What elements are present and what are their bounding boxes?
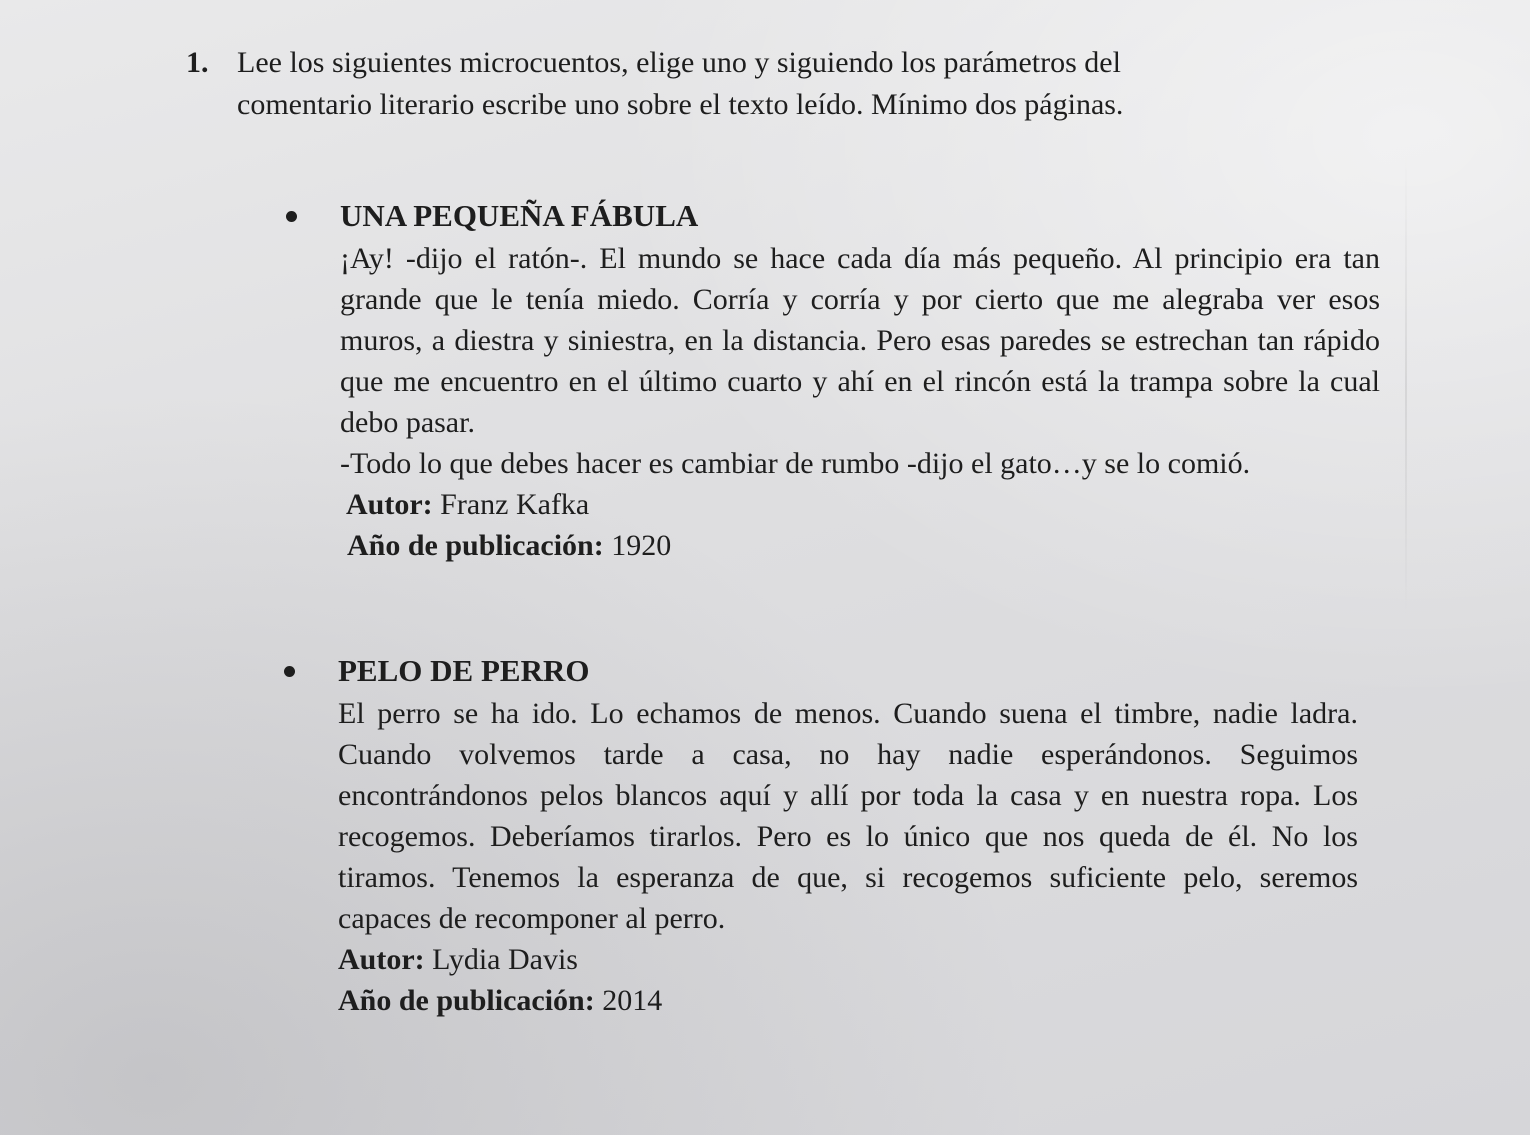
story-author	[338, 939, 1358, 980]
instruction	[186, 42, 1266, 126]
instruction-text: Lee los siguientes microcuentos, elige uno y siguiendo los parámetros del comentario literario escribe uno sobre el texto leído. Mínimo dos páginas.	[237, 46, 1124, 121]
instruction-number: 1.	[186, 46, 209, 79]
story-title: UNA PEQUEÑA FÁBULA	[340, 198, 699, 233]
author-label: Autor:	[338, 943, 425, 976]
story-paragraph: ¡Ay! -dijo el ratón-. El mundo se hace cada día más pequeño. Al principio era tan grande que le tenía miedo. Corría y corría y por cierto que me alegraba ver esos muros, a diestra y siniestra, en la distancia. Pero esas paredes se estrechan tan rápido que me encuentro en el último cuarto y ahí en el rincón está la trampa sobre la cual debo pasar.	[340, 242, 1380, 439]
story-paragraph: El perro se ha ido. Lo echamos de menos. Cuando suena el timbre, nadie ladra. Cuando volvemos tarde a casa, no hay nadie esperándonos. Seguimos encontrándonos pelos blancos aquí y allí por toda la casa y en nuestra ropa. Los recogemos. Deberíamos tirarlos. Pero es lo único que nos queda de él. No los tiramos. Tenemos la esperanza de que, si recogemos suficiente pelo, seremos capaces de recomponer al perro.	[338, 697, 1358, 935]
story-year	[347, 525, 1380, 566]
year-label: Año de publicación:	[338, 984, 595, 1017]
story-pelo-de-perro	[338, 650, 1358, 1021]
year-value: 2014	[602, 984, 663, 1017]
bullet-icon	[286, 211, 297, 222]
story-year	[338, 980, 1358, 1021]
paper-crease	[1405, 150, 1407, 620]
story-title: PELO DE PERRO	[338, 653, 590, 688]
bullet-icon	[284, 666, 295, 677]
author-label: Autor:	[346, 488, 433, 521]
author-name: Lydia Davis	[432, 943, 578, 976]
author-name: Franz Kafka	[440, 488, 590, 521]
year-value: 1920	[611, 529, 672, 562]
story-author	[346, 484, 1380, 525]
story-dialogue: -Todo lo que debes hacer es cambiar de rumbo -dijo el gato…y se lo comió.	[340, 447, 1251, 480]
story-una-pequena-fabula	[340, 195, 1380, 566]
year-label: Año de publicación:	[347, 529, 604, 562]
